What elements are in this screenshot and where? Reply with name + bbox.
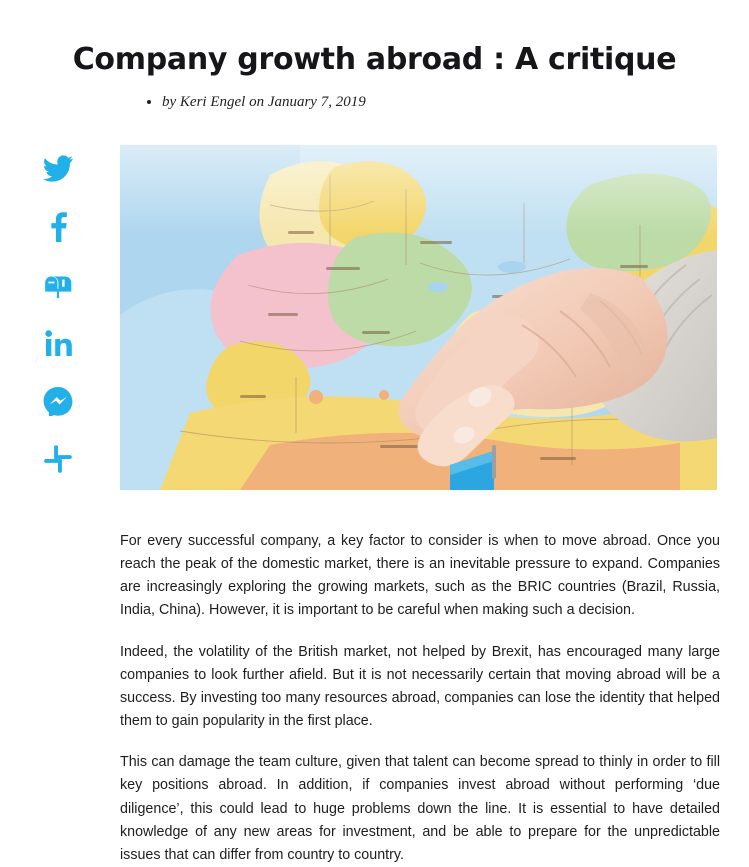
mailbox-icon[interactable] [39, 266, 77, 304]
facebook-icon[interactable] [39, 208, 77, 246]
messenger-icon[interactable] [39, 382, 77, 420]
hero-image [120, 145, 717, 490]
article-body [120, 530, 720, 867]
paragraph-3: This can damage the team culture, given that talent can become spread to thinly in order to fill key positions abroad. In addition, if companies invest abroad without performing ‘due diligence’, this could lead to huge problems down the line. It is essential to have detailed knowledge of any new areas for investment, and be able to prepare for the unpredictable issues that can differ from country to country. [120, 754, 720, 863]
social-share-rail [36, 150, 80, 478]
paragraph-1: For every successful company, a key factor to consider is when to move abroad. Once you reach the peak of the domestic market, there is an inevitable pressure to expand. Companies are increasingly exploring the growing markets, such as the BRIC countries (Brazil, Russia, India, China). However, it is important to be careful when making such a decision. [120, 533, 720, 619]
page-title: Company growth abroad : A critique [72, 42, 677, 78]
byline [120, 92, 720, 113]
byline-text: • by Keri Engel on January 7, 2019 [162, 92, 720, 113]
slack-icon[interactable] [39, 440, 77, 478]
linkedin-icon[interactable] [39, 324, 77, 362]
twitter-icon[interactable] [39, 150, 77, 188]
byline-list [120, 92, 720, 113]
paragraph-2: Indeed, the volatility of the British market, not helped by Brexit, has encouraged many large companies to look further afield. But it is not necessarily certain that moving abroad will be a success. By investing too many resources abroad, companies can lose the identity that helped them to gain popularity in the first place. [120, 643, 720, 730]
